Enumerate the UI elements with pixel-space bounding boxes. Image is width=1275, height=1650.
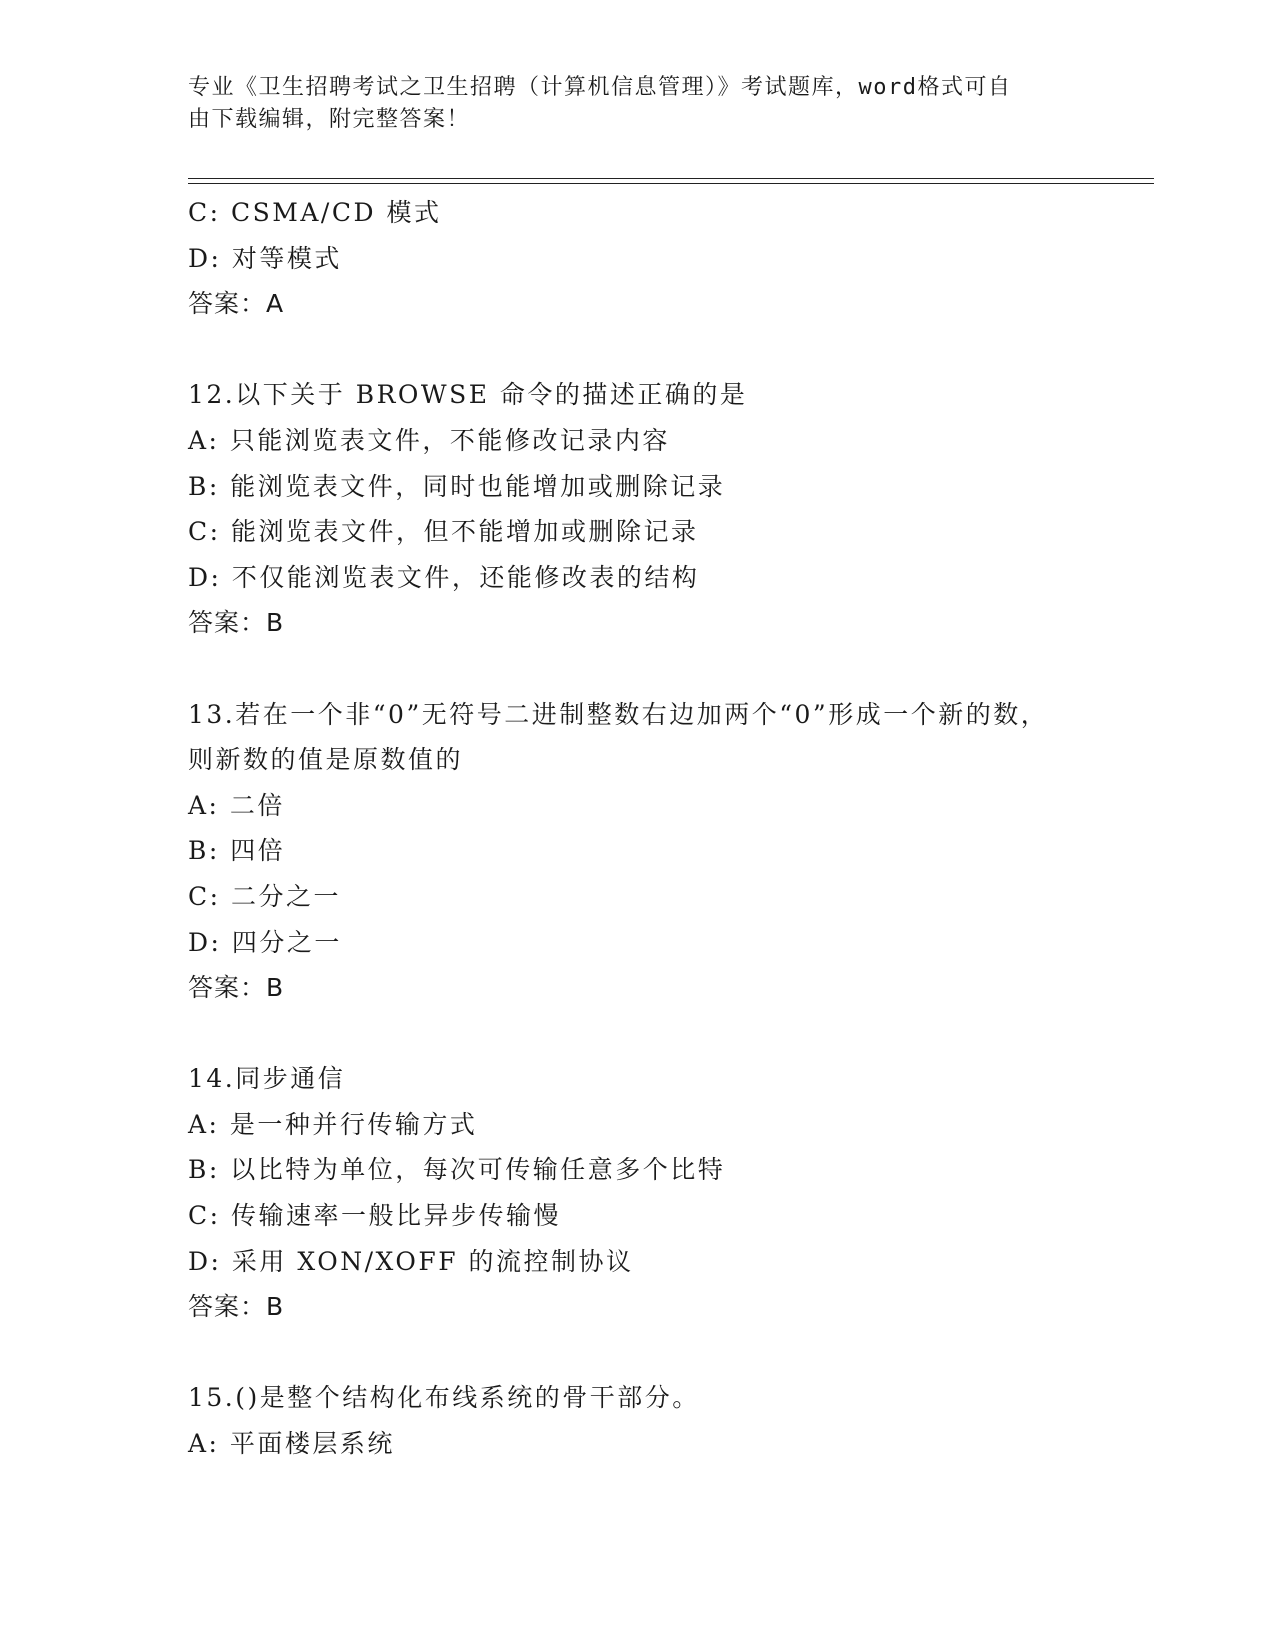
option-c: C: 能浏览表文件，但不能增加或删除记录 (188, 517, 699, 547)
question-stem: 12.以下关于 BROWSE 命令的描述正确的是 (188, 380, 748, 410)
answer: 答案：B (188, 973, 285, 1003)
header-divider-bottom (188, 183, 1154, 184)
option-c: C: 传输速率一般比异步传输慢 (188, 1201, 561, 1231)
question-11 (188, 190, 1088, 327)
spacer (188, 1011, 1088, 1057)
document-header (188, 72, 1088, 136)
option-a: A: 只能浏览表文件，不能修改记录内容 (188, 425, 670, 455)
question-12 (188, 372, 1088, 646)
question-13 (188, 692, 1088, 1011)
option-a: A: 平面楼层系统 (188, 1429, 395, 1459)
question-stem: 15.()是整个结构化布线系统的骨干部分。 (188, 1383, 700, 1413)
answer: 答案：B (188, 608, 285, 638)
option-a: A: 二倍 (188, 790, 285, 820)
spacer (188, 646, 1088, 692)
option-c: C: 二分之一 (188, 881, 341, 911)
question-list (188, 190, 1088, 1467)
question-14 (188, 1056, 1088, 1330)
option-d: D: 采用 XON/XOFF 的流控制协议 (188, 1246, 634, 1276)
question-stem: 14.同步通信 (188, 1064, 346, 1094)
option-d: D: 四分之一 (188, 927, 342, 957)
header-line-1: 专业《卫生招聘考试之卫生招聘（计算机信息管理）》考试题库，word格式可自 (188, 75, 1012, 100)
option-b: B: 四倍 (188, 836, 286, 866)
question-15 (188, 1375, 1088, 1466)
option-a: A: 是一种并行传输方式 (188, 1109, 478, 1139)
option-d: D: 不仅能浏览表文件，还能修改表的结构 (188, 562, 700, 592)
option-d: D: 对等模式 (188, 243, 342, 273)
answer: 答案：A (188, 289, 285, 319)
spacer (188, 1330, 1088, 1376)
header-line-2: 由下载编辑，附完整答案！ (188, 107, 471, 132)
question-stem: 13.若在一个非“0”无符号二进制整数右边加两个“0”形成一个新的数，则新数的值是原数值的 (188, 699, 1049, 775)
header-divider-top (188, 178, 1154, 179)
answer: 答案：B (188, 1292, 285, 1322)
option-b: B: 能浏览表文件，同时也能增加或删除记录 (188, 471, 726, 501)
spacer (188, 327, 1088, 373)
option-b: B: 以比特为单位，每次可传输任意多个比特 (188, 1155, 726, 1185)
option-c: C: CSMA/CD 模式 (188, 198, 442, 227)
